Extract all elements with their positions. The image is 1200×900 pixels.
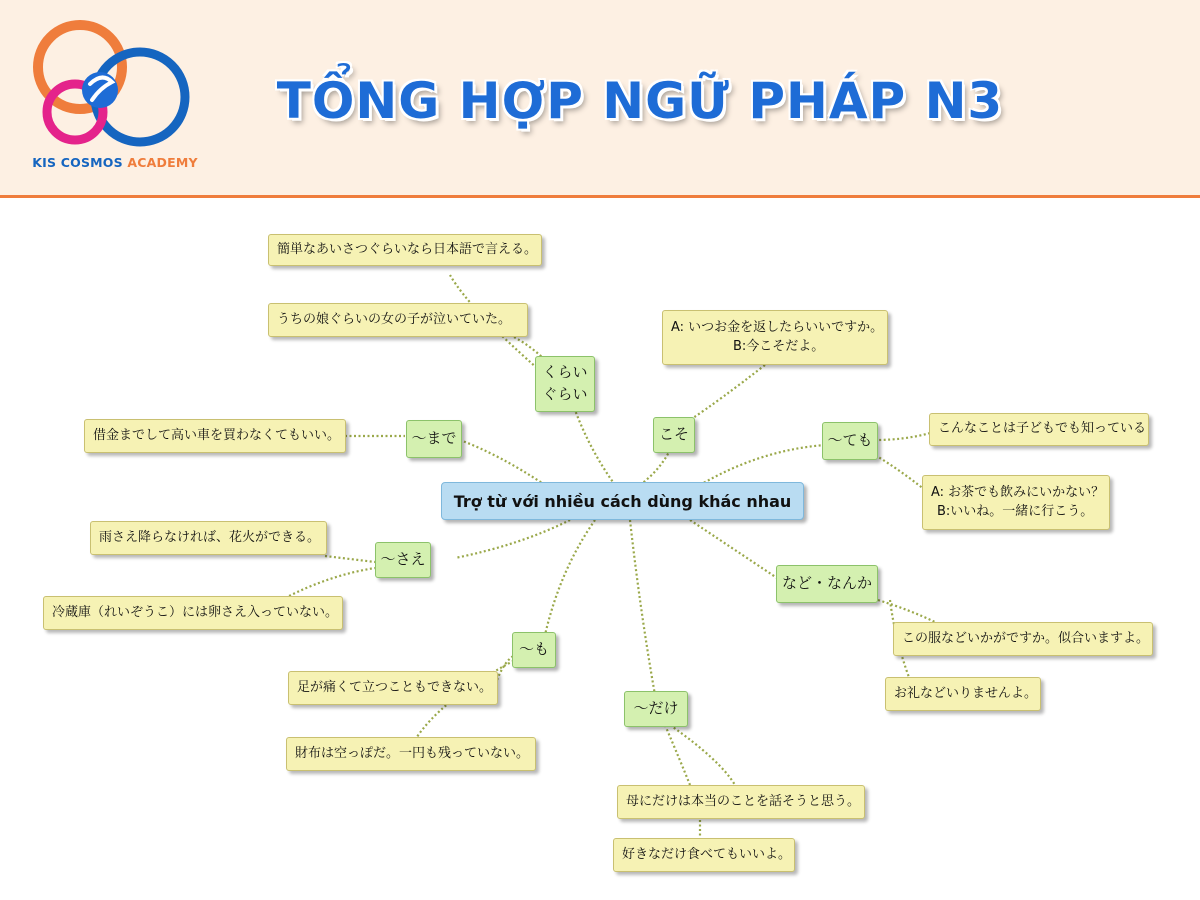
example-mo-1: 足が痛くて立つこともできない。 xyxy=(288,671,498,705)
branch-temo: 〜ても xyxy=(822,422,878,460)
example-gurai-1: 簡単なあいさつぐらいなら日本語で言える。 xyxy=(268,234,542,266)
example-temo-1: こんなことは子どもでも知っている xyxy=(929,413,1149,446)
logo-text-academy: ACADEMY xyxy=(127,155,198,170)
branch-mo: 〜も xyxy=(512,632,556,668)
branch-kurai-gurai xyxy=(535,356,595,412)
example-temo-2-line-a: A: お茶でも飲みにいかない？ xyxy=(931,484,1105,500)
example-sae-1: 雨さえ降らなければ、花火ができる。 xyxy=(90,521,327,555)
example-made-1: 借金までして高い車を買わなくてもいい。 xyxy=(84,419,346,453)
branch-gurai-label: ぐらい xyxy=(542,385,588,403)
branch-kurai-label: くらい xyxy=(542,363,588,382)
branch-sae: 〜さえ xyxy=(375,542,431,578)
example-dake-2: 好きなだけ食べてもいいよ。 xyxy=(613,838,795,872)
branch-dake: 〜だけ xyxy=(624,691,688,727)
branch-made: 〜まで xyxy=(406,420,462,458)
example-sae-2: 冷蔵庫（れいぞうこ）には卵さえ入っていない。 xyxy=(43,596,343,630)
branch-koso: こそ xyxy=(653,417,695,453)
branch-nado-nanka: など・なんか xyxy=(776,565,878,603)
page-title: TỔNG HỢP NGỮ PHÁP N3 xyxy=(276,72,1004,130)
example-mo-2: 財布は空っぽだ。一円も残っていない。 xyxy=(286,737,536,771)
example-temo-2-line-b: B:いいね。一緒に行こう。 xyxy=(937,503,1094,519)
example-nado-2: お礼などいりませんよ。 xyxy=(885,677,1041,711)
example-koso-line-a: A: いつお金を返したらいいですか。 xyxy=(671,319,884,335)
example-temo-2 xyxy=(922,475,1110,530)
example-koso xyxy=(662,310,888,365)
example-koso-line-b: B:今こそだよ。 xyxy=(733,338,825,354)
example-gurai-2: うちの娘ぐらいの女の子が泣いていた。 xyxy=(268,303,528,337)
example-nado-1: この服などいかがですか。似合いますよ。 xyxy=(893,622,1153,656)
center-topic: Trợ từ với nhiều cách dùng khác nhau xyxy=(441,482,804,520)
logo-text-kis: KIS COSMOS xyxy=(32,155,123,170)
example-dake-1: 母にだけは本当のことを話そうと思う。 xyxy=(617,785,865,819)
